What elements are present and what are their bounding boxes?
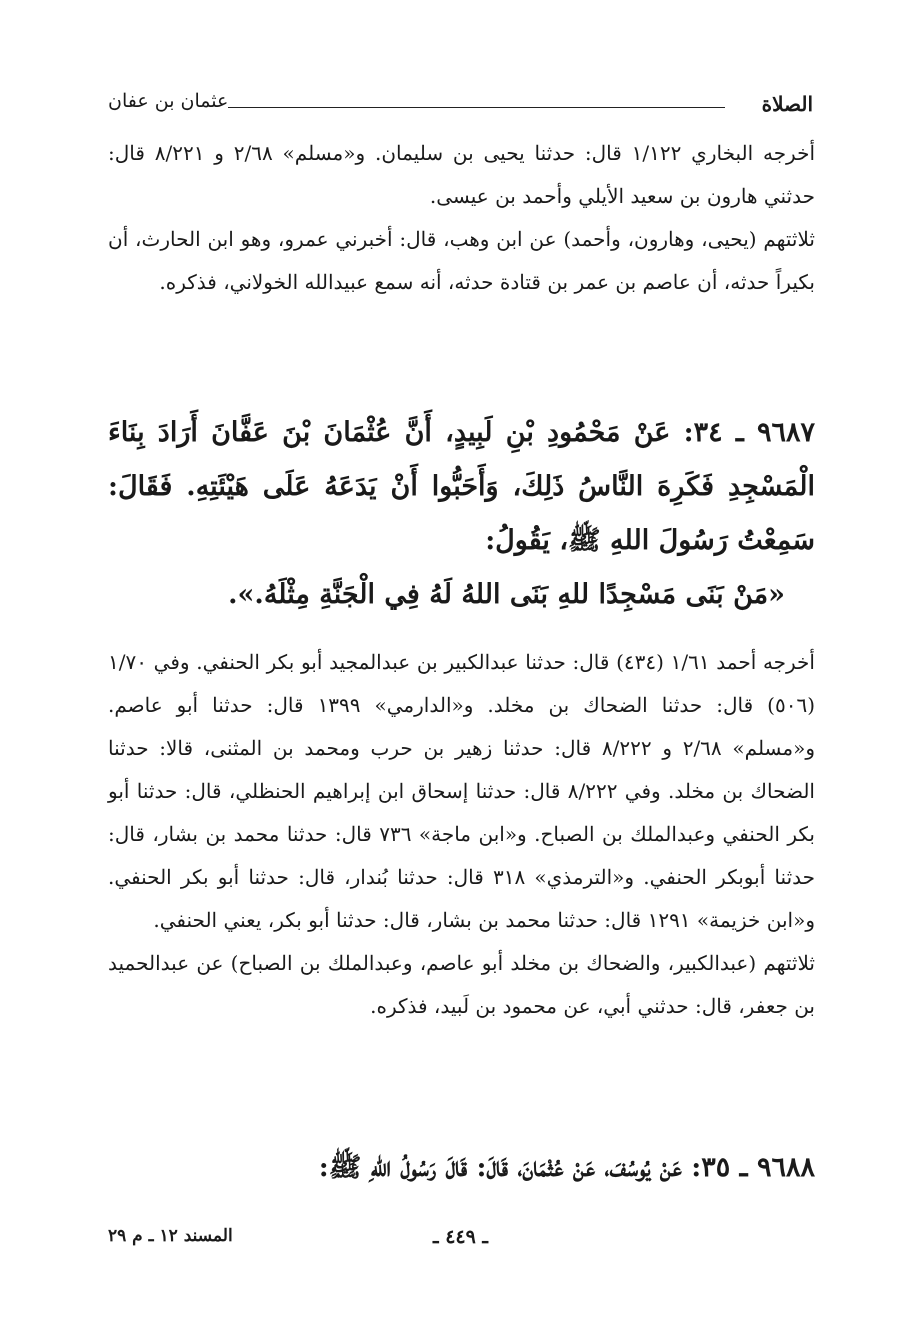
volume-signature: المسند ١٢ ـ م ٢٩ <box>108 1226 233 1246</box>
hadith-9688 <box>108 1141 815 1195</box>
page-footer <box>108 1226 813 1266</box>
running-header <box>108 86 813 126</box>
hadith-9687-matn: «مَنْ بَنَى مَسْجِدًا للهِ بَنَى اللهُ لَهُ فِي الْجَنَّةِ مِثْلَهُ.». <box>228 579 785 610</box>
takhrij-1-para-1: أخرجه البخاري ١/١٢٢ قال: حدثنا يحيى بن سليمان. و«مسلم» ٢/٦٨ و ٨/٢٢١ قال: حدثني هارون بن سعيد الأيلي وأحمد بن عيسى. <box>108 141 816 208</box>
page-number: ـ ٤٤٩ ـ <box>433 1226 488 1248</box>
takhrij-block-1 <box>108 132 815 304</box>
header-rule <box>228 107 725 108</box>
takhrij-block-2 <box>108 641 815 1028</box>
section-title: الصلاة <box>761 92 813 116</box>
hadith-9687-text: ٩٦٨٧ ـ ٣٤: عَنْ مَحْمُودِ بْنِ لَبِيدٍ، أَنَّ عُثْمَانَ بْنَ عَفَّانَ أَرَادَ بِنَاءَ الْمَسْجِدِ فَكَرِهَ النَّاسُ ذَلِكَ، وَأَحَبُّوا أَنْ يَدَعَهُ عَلَى هَيْئَتِهِ. فَقَالَ: سَمِعْتُ رَسُولَ اللهِ ﷺ، يَقُولُ: <box>108 417 815 556</box>
takhrij-1-para-2: ثلاثتهم (يحيى، وهارون، وأحمد) عن ابن وهب، قال: أخبرني عمرو، وهو ابن الحارث، أن بكيراً حدثه، أن عاصم بن عمر بن قتادة حدثه، أنه سمع عبيدالله الخولاني، فذكره. <box>108 227 815 294</box>
chapter-title: عثمان بن عفان <box>108 90 229 112</box>
hadith-9688-text: ٩٦٨٨ ـ ٣٥: عَنْ يُوسُفَ، عَنْ عُثْمَانَ، قَالَ: قَالَ رَسُولُ اللهِ ﷺ: <box>318 1152 815 1183</box>
takhrij-2-para-2: ثلاثتهم (عبدالكبير، والضحاك بن مخلد أبو عاصم، وعبدالملك بن الصباح) عن عبدالحميد بن جعفر، قال: حدثني أبي، عن محمود بن لَبيد، فذكره. <box>108 951 815 1018</box>
takhrij-2-para-1: أخرجه أحمد ١/٦١ (٤٣٤) قال: حدثنا عبدالكبير بن عبدالمجيد أبو بكر الحنفي. وفي ١/٧٠ (٥٠٦) قال: حدثنا الضحاك بن مخلد. و«الدارمي» ١٣٩٩ قال: حدثنا أبو عاصم. و«مسلم» ٢/٦٨ و ٨/٢٢٢ قال: حدثنا زهير بن حرب ومحمد بن المثنى، قالا: حدثنا الضحاك بن مخلد. وفي ٨/٢٢٢ قال: حدثنا إسحاق ابن إبراهيم الحنظلي، قال: حدثنا أبو بكر الحنفي وعبدالملك بن الصباح. و«ابن ماجة» ٧٣٦ قال: حدثنا محمد بن بشار، قال: حدثنا أبوبكر الحنفي. و«الترمذي» ٣١٨ قال: حدثنا بُندار، قال: حدثنا أبو بكر الحنفي. و«ابن خزيمة» ١٢٩١ قال: حدثنا محمد بن بشار، قال: حدثنا أبو بكر، يعني الحنفي. <box>108 650 816 932</box>
hadith-9687 <box>108 406 815 622</box>
